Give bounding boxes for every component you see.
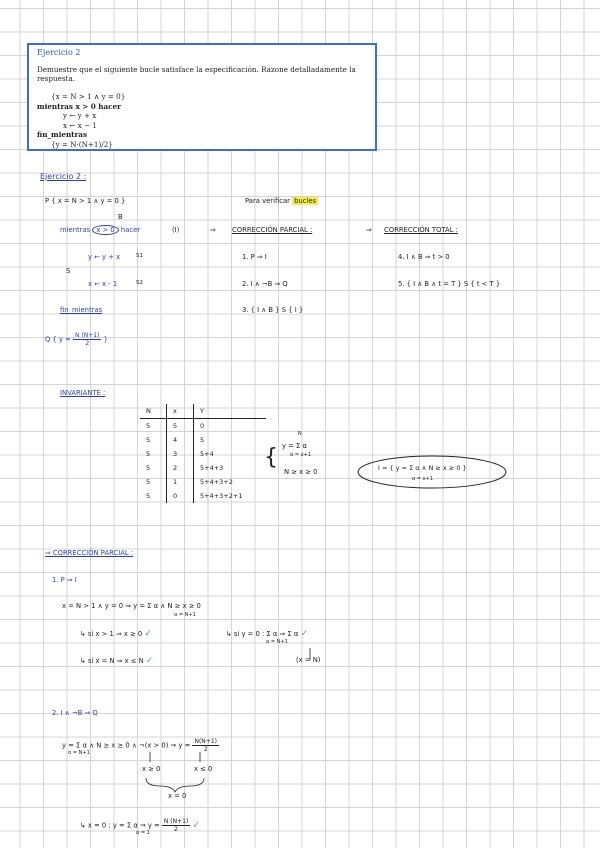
q-text: Q { y = bbox=[45, 335, 71, 344]
cell: 3 bbox=[167, 447, 194, 461]
guard-circled: x > 0 bbox=[92, 225, 118, 235]
p2-numerator: N(N+1) bbox=[194, 738, 217, 745]
s1-label: S1 bbox=[136, 253, 143, 259]
step-3: 3. { I ∧ B } S { I } bbox=[242, 306, 304, 314]
q-numerator: N (N+1) bbox=[75, 332, 100, 339]
code-while: mientras x > 0 hacer bbox=[37, 101, 121, 111]
p1-title: 1. P ⇒ I bbox=[52, 576, 77, 584]
fin-mientras: fin_mientras bbox=[60, 306, 103, 314]
p2-alpha: α = N+1 bbox=[68, 750, 90, 756]
code-precondition: {x = N > 1 ∧ y = 0} bbox=[51, 92, 126, 101]
step-5: 5. { I ∧ B ∧ t = T } S { t < T } bbox=[398, 280, 501, 288]
cell: 5 bbox=[140, 433, 167, 447]
p2-last-numerator: N (N+1) bbox=[163, 818, 189, 825]
code-body-2: x ← x − 1 bbox=[63, 120, 97, 130]
cell: 5+4 bbox=[200, 450, 214, 458]
cell: 4 bbox=[167, 433, 194, 447]
hacer-word: hacer bbox=[120, 226, 141, 234]
brace-sum-bottom: α = x+1 bbox=[290, 452, 311, 458]
cell: 5 bbox=[140, 489, 167, 503]
header-y: Y bbox=[194, 404, 267, 419]
correccion-parcial-label: CORRECCIÓN PARCIAL : bbox=[232, 226, 313, 234]
bucles-highlight: bucles bbox=[294, 197, 317, 205]
p2-line-text: y = Σ α ∧ N ≥ x ≥ 0 ∧ ¬(x > 0) ⇒ y = bbox=[62, 741, 191, 750]
cell: 5 bbox=[167, 419, 194, 434]
cell: 5 bbox=[140, 475, 167, 489]
header-x: x bbox=[167, 404, 194, 419]
cell: 5+4+3+2+1 bbox=[200, 492, 243, 500]
s2-label: S2 bbox=[136, 280, 143, 286]
b-label: B bbox=[118, 213, 123, 221]
q-close: } bbox=[103, 335, 108, 344]
cell: 5 bbox=[140, 447, 167, 461]
notes-heading: Ejercicio 2 : bbox=[40, 172, 87, 181]
assign-2: x ← x - 1 bbox=[88, 280, 118, 288]
s-label: S bbox=[66, 267, 71, 275]
code-postcondition: {y = N·(N+1)/2} bbox=[51, 139, 113, 149]
arrow-2: ⇒ bbox=[366, 226, 372, 234]
p1-sub3-text: ↳ si x = N ⇒ x ≤ N bbox=[80, 657, 144, 665]
step-2: 2. I ∧ ¬B ⇒ Q bbox=[242, 280, 288, 288]
cell: 5+4+3 bbox=[200, 464, 224, 472]
cell: 0 bbox=[200, 422, 205, 430]
code-body-1: y ← y + x bbox=[63, 111, 97, 121]
p2-denominator: 2 bbox=[203, 746, 208, 753]
underbrace bbox=[146, 778, 204, 792]
header-n: N bbox=[140, 404, 167, 419]
p2-xle: x ≤ 0 bbox=[194, 765, 213, 773]
arrow-1: ⇒ bbox=[210, 226, 216, 234]
step-1: 1. P ⇒ I bbox=[242, 253, 267, 261]
check-icon: ✓ bbox=[300, 629, 309, 639]
p1-alpha: α = N+1 bbox=[174, 612, 196, 618]
down-arrows bbox=[150, 752, 200, 762]
para-verificar-text: Para verificar bbox=[245, 197, 290, 205]
invariant-oval bbox=[358, 456, 506, 488]
p2-x0: x = 0 bbox=[168, 792, 187, 800]
assign-1: y ← y + x bbox=[88, 253, 121, 261]
cp-title: ⇒ CORRECCIÓN PARCIAL : bbox=[45, 549, 134, 557]
invariant-marker: (I) bbox=[172, 226, 180, 234]
cell: 5 bbox=[200, 436, 205, 444]
p2-last-denominator: 2 bbox=[174, 826, 178, 833]
cell: 1 bbox=[167, 475, 194, 489]
precondition-p: P { x = N > 1 ∧ y = 0 } bbox=[45, 197, 126, 205]
step-4: 4. I ∧ B ⇒ t > 0 bbox=[398, 253, 450, 261]
invariante-label: INVARIANTE : bbox=[60, 389, 106, 397]
check-icon: ✓ bbox=[192, 820, 201, 831]
check-icon: ✓ bbox=[144, 629, 152, 639]
brace-condition: N ≥ x ≥ 0 bbox=[284, 468, 318, 476]
p1-sub2-alpha: α = N+1 bbox=[266, 639, 288, 645]
exercise-statement: Demuestre que el siguiente bucle satisface la especificación. Razone detalladamente la respuesta. bbox=[37, 65, 356, 83]
invariant-sum-bottom: α = x+1 bbox=[412, 476, 433, 482]
cell: 0 bbox=[167, 489, 194, 503]
code-end: fin_mientras bbox=[37, 130, 87, 140]
p2-last-alpha: α = 1 bbox=[136, 830, 150, 836]
p2-title: 2. I ∧ ¬B ⇒ Q bbox=[52, 709, 98, 717]
p1-line: x = N > 1 ∧ y = 0 ⇒ y = Σ α ∧ N ≥ x ≥ 0 bbox=[62, 602, 201, 610]
cell: 5+4+3+2 bbox=[200, 478, 233, 486]
invariant-definition: I = { y = Σ α ∧ N ≥ x ≥ 0 } bbox=[378, 464, 467, 472]
p2-xge: x ≥ 0 bbox=[142, 765, 161, 773]
correccion-total-label: CORRECCIÓN TOTAL : bbox=[384, 226, 458, 234]
mientras-word: mientras bbox=[60, 226, 91, 234]
cell: 5 bbox=[140, 419, 167, 434]
brace-sum-top: N bbox=[298, 431, 302, 437]
p1-xn: (x = N) bbox=[296, 656, 321, 664]
q-denominator: 2 bbox=[85, 340, 90, 347]
exercise-title: Ejercicio 2 bbox=[37, 48, 81, 57]
brace-sum: y = Σ α bbox=[282, 442, 307, 450]
p1-sub2-text: ↳ si y = 0 : Σ α ⇒ Σ α bbox=[226, 630, 299, 638]
p2-last-text: ↳ x = 0 : y = Σ α ⇒ y = bbox=[80, 821, 160, 830]
cell: 2 bbox=[167, 461, 194, 475]
cell: 5 bbox=[140, 461, 167, 475]
curly-brace: { bbox=[264, 445, 278, 470]
p1-sub1-text: ↳ si x > 1 ⇒ x ≥ 0 bbox=[80, 630, 143, 638]
check-icon: ✓ bbox=[145, 656, 154, 666]
